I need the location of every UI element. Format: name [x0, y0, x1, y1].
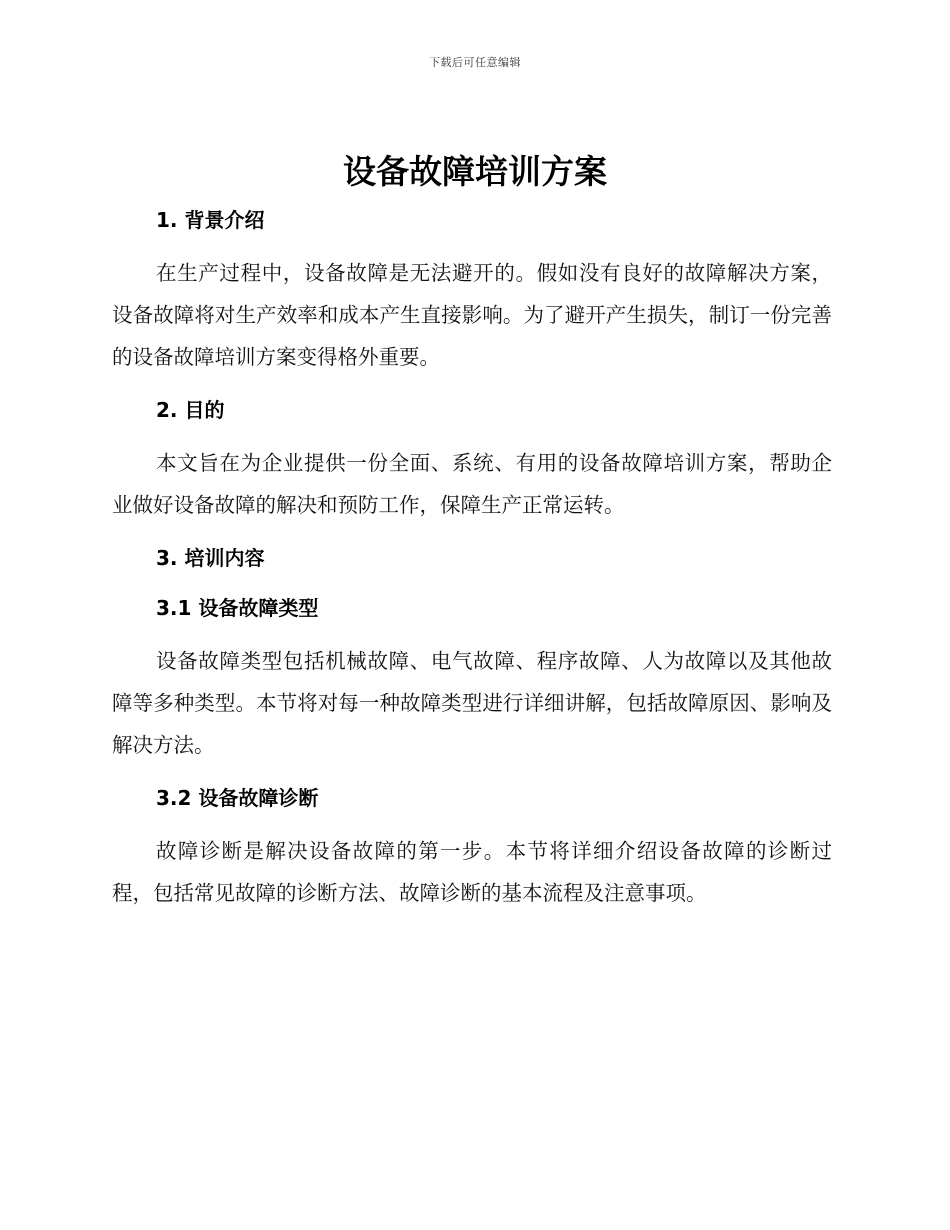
- section-heading-background: 1. 背景介绍: [156, 208, 265, 232]
- section-paragraph-background: 在生产过程中，设备故障是无法避开的。假如没有良好的故障解决方案，设备故障将对生产效率和成本产生直接影响。为了避开产生损失，制订一份完善的设备故障培训方案变得格外重要。: [112, 261, 832, 369]
- section-heading-purpose: 2. 目的: [156, 398, 225, 422]
- document-body: [112, 200, 832, 926]
- header-note: 下载后可任意编辑: [429, 56, 521, 69]
- section-heading-fault-types: 3.1 设备故障类型: [156, 596, 319, 620]
- document-title: 设备故障培训方案: [343, 152, 607, 191]
- section-paragraph-fault-diagnosis: 故障诊断是解决设备故障的第一步。本节将详细介绍设备故障的诊断过程，包括常见故障的诊断方法、故障诊断的基本流程及注意事项。: [112, 839, 832, 905]
- section-paragraph-purpose: 本文旨在为企业提供一份全面、系统、有用的设备故障培训方案，帮助企业做好设备故障的解决和预防工作，保障生产正常运转。: [112, 451, 832, 517]
- section-paragraph-fault-types: 设备故障类型包括机械故障、电气故障、程序故障、人为故障以及其他故障等多种类型。本节将对每一种故障类型进行详细讲解，包括故障原因、影响及解决方法。: [112, 649, 832, 757]
- section-heading-fault-diagnosis: 3.2 设备故障诊断: [156, 786, 319, 810]
- section-heading-training-content: 3. 培训内容: [156, 546, 265, 570]
